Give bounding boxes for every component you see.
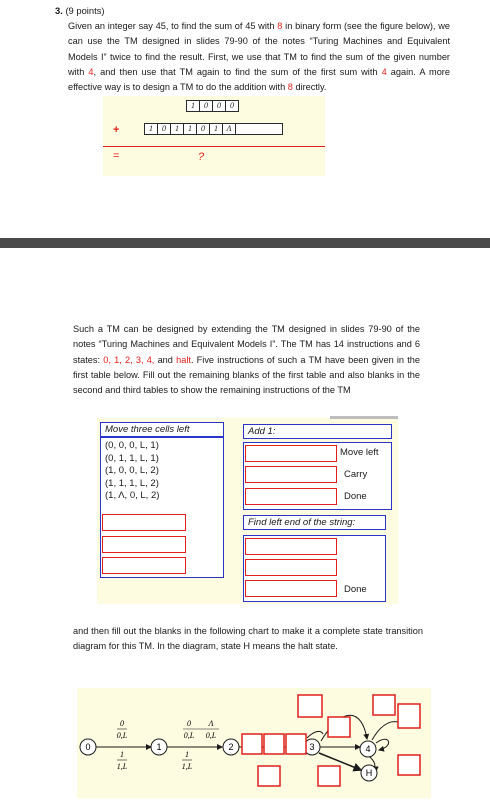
edge-1-2-read-b: Λ	[208, 719, 214, 728]
edge-3-loop	[307, 731, 323, 738]
instruction-row: (0, 1, 1, L, 1)	[105, 452, 159, 464]
question-number: 3.	[55, 5, 63, 16]
edge-0-1-action-bottom: 1,L	[116, 762, 128, 771]
state-H	[361, 765, 377, 781]
paragraph2-segment: 0, 1, 2, 3, 4,	[103, 354, 155, 365]
edge-1-2-action-bottom: 1,L	[181, 762, 193, 771]
table2-blank-2[interactable]	[245, 466, 337, 483]
edge-0-1-action-top: 0,L	[116, 731, 128, 740]
diagram-blank-2-bottom	[258, 766, 280, 786]
table3-blank-1[interactable]	[245, 538, 337, 555]
diagram-blank-2a	[242, 734, 262, 754]
gray-bar	[330, 416, 398, 419]
state-0	[80, 739, 96, 755]
table1-title-box	[100, 422, 224, 437]
tape-cell: 1	[209, 123, 223, 135]
diagram-blank-3-4	[328, 717, 350, 737]
table3-title-box	[243, 515, 386, 530]
diagram-blank-3-bottom	[318, 766, 340, 786]
table1-blank-3[interactable]	[102, 557, 186, 574]
table2-body	[243, 442, 392, 510]
paragraph3-segment: and then fill out the blanks in the following chart to make it a complete state transition diagram for this TM. In the diagram, state H means the halt state.	[73, 626, 423, 652]
paragraph1-segment: , and then use that TM again to find the sum of the first sum with	[93, 66, 382, 77]
tape-cell: 0	[196, 123, 210, 135]
state-3-label: 3	[309, 742, 315, 752]
tape-cell: 1	[144, 123, 158, 135]
result-placeholder: ?	[198, 151, 205, 163]
paragraph1-segment: in binary form (see the figure below), we can use the TM designed in slides 79-90 of the notes “Turing Machines and Equivalent Models I” twice to find the result. First, we use that TM to find the sum of the given number with	[68, 21, 450, 77]
state-0-label: 0	[85, 742, 91, 752]
paragraph2-segment: and	[154, 354, 177, 365]
sum-line	[103, 146, 325, 147]
paragraph1-segment: 4	[88, 66, 94, 77]
edge-1-2-action-a: 0,L	[183, 731, 195, 740]
table3-title: Find left end of the string:	[248, 517, 356, 528]
intro-paragraph	[68, 19, 450, 95]
tape-cell: 1	[186, 100, 200, 112]
diagram-svg	[77, 688, 431, 798]
number-tape	[144, 123, 282, 135]
instruction-row: (1, 0, 0, L, 2)	[105, 465, 159, 476]
state-4-label: 4	[365, 744, 371, 754]
edge-0-1-read-top: 0	[120, 719, 124, 728]
question-header	[55, 5, 105, 16]
diagram-instructions-paragraph	[73, 624, 423, 655]
tape-cell: Λ	[222, 123, 236, 135]
diagram-blank-4-H	[398, 755, 420, 775]
state-1	[151, 739, 167, 755]
label-carry: Carry	[344, 469, 368, 480]
label-done: Done	[344, 491, 367, 502]
table1-blank-2[interactable]	[102, 536, 186, 553]
paragraph2-segment: . Five instructions of such a TM have been given in the first table below. Fill out the remaining blanks of the first table and also blanks in the second and third tables to show the remaining instructions of the TM	[73, 354, 421, 396]
question-points: (9 points)	[65, 5, 105, 16]
diagram-blank-2b	[264, 734, 284, 754]
tape-cell: 0	[212, 100, 226, 112]
table2-title-box	[243, 424, 392, 439]
equals-sign: =	[113, 150, 120, 162]
paragraph1-segment: 4	[381, 66, 387, 77]
edge-0-1-read-bottom: 1	[120, 750, 124, 759]
tape-cell: 1	[183, 123, 197, 135]
paragraph1-segment: 8	[277, 21, 283, 31]
table3-body	[243, 535, 386, 602]
paragraph1-segment: 8	[287, 82, 293, 93]
table3-blank-3[interactable]	[245, 580, 337, 597]
instruction-row: (0, 0, 0, L, 1)	[105, 440, 159, 451]
state-1-label: 1	[156, 742, 162, 752]
label-move-left: Move left	[340, 447, 379, 458]
edge-1-2-read-bottom: 1	[185, 750, 189, 759]
instruction-tables	[97, 418, 398, 604]
addend-tape	[186, 100, 238, 112]
paragraph2-segment: Such a TM can be designed by extending the TM designed in slides 79-90 of the notes “Turing Machines and Equivalent Models I”. The TM has 14 instructions and 6 states:	[73, 324, 420, 365]
tape-cell: 0	[157, 123, 171, 135]
plus-sign: +	[113, 124, 120, 136]
binary-addition-figure	[103, 96, 325, 176]
diagram-blank-2c	[286, 734, 306, 754]
tape-cell: 0	[199, 100, 213, 112]
tape-blank-cell	[235, 123, 283, 135]
paragraph1-segment: Given an integer say 45, to find the sum of 45 with	[68, 21, 278, 31]
diagram-blank-3-loop	[298, 695, 322, 717]
tape-cell: 0	[225, 100, 239, 112]
tape-cell: 1	[170, 123, 184, 135]
paragraph1-segment: directly.	[292, 82, 327, 93]
edge-1-2-read-a: 0	[187, 719, 191, 728]
diagram-blank-4-right	[398, 704, 420, 728]
paragraph1-segment: again. A more effective way is to design a TM to do the addition with	[68, 66, 450, 93]
edge-1-2-action-b: 0,L	[205, 731, 217, 740]
state-2	[223, 739, 239, 755]
instruction-row: (1, 1, 1, L, 2)	[105, 477, 159, 489]
state-2-label: 2	[228, 742, 234, 752]
diagram-blank-4-top	[373, 695, 395, 715]
page-break-bar	[0, 238, 490, 248]
state-4	[360, 741, 376, 757]
state-H-label: H	[365, 768, 373, 778]
table1-blank-1[interactable]	[102, 514, 186, 531]
table2-blank-1[interactable]	[245, 445, 337, 462]
table3-blank-2[interactable]	[245, 559, 337, 576]
label-done-3: Done	[344, 584, 367, 595]
state-transition-diagram	[77, 688, 431, 798]
table2-blank-3[interactable]	[245, 488, 337, 505]
paragraph2-segment: halt	[176, 354, 191, 365]
table2-title: Add 1:	[248, 426, 276, 437]
edge-4-loop	[376, 739, 389, 750]
table1-body	[100, 437, 224, 578]
table1-title: Move three cells left	[105, 424, 190, 435]
tm-description-paragraph	[73, 322, 420, 398]
instruction-row: (1, Λ, 0, L, 2)	[105, 490, 160, 501]
